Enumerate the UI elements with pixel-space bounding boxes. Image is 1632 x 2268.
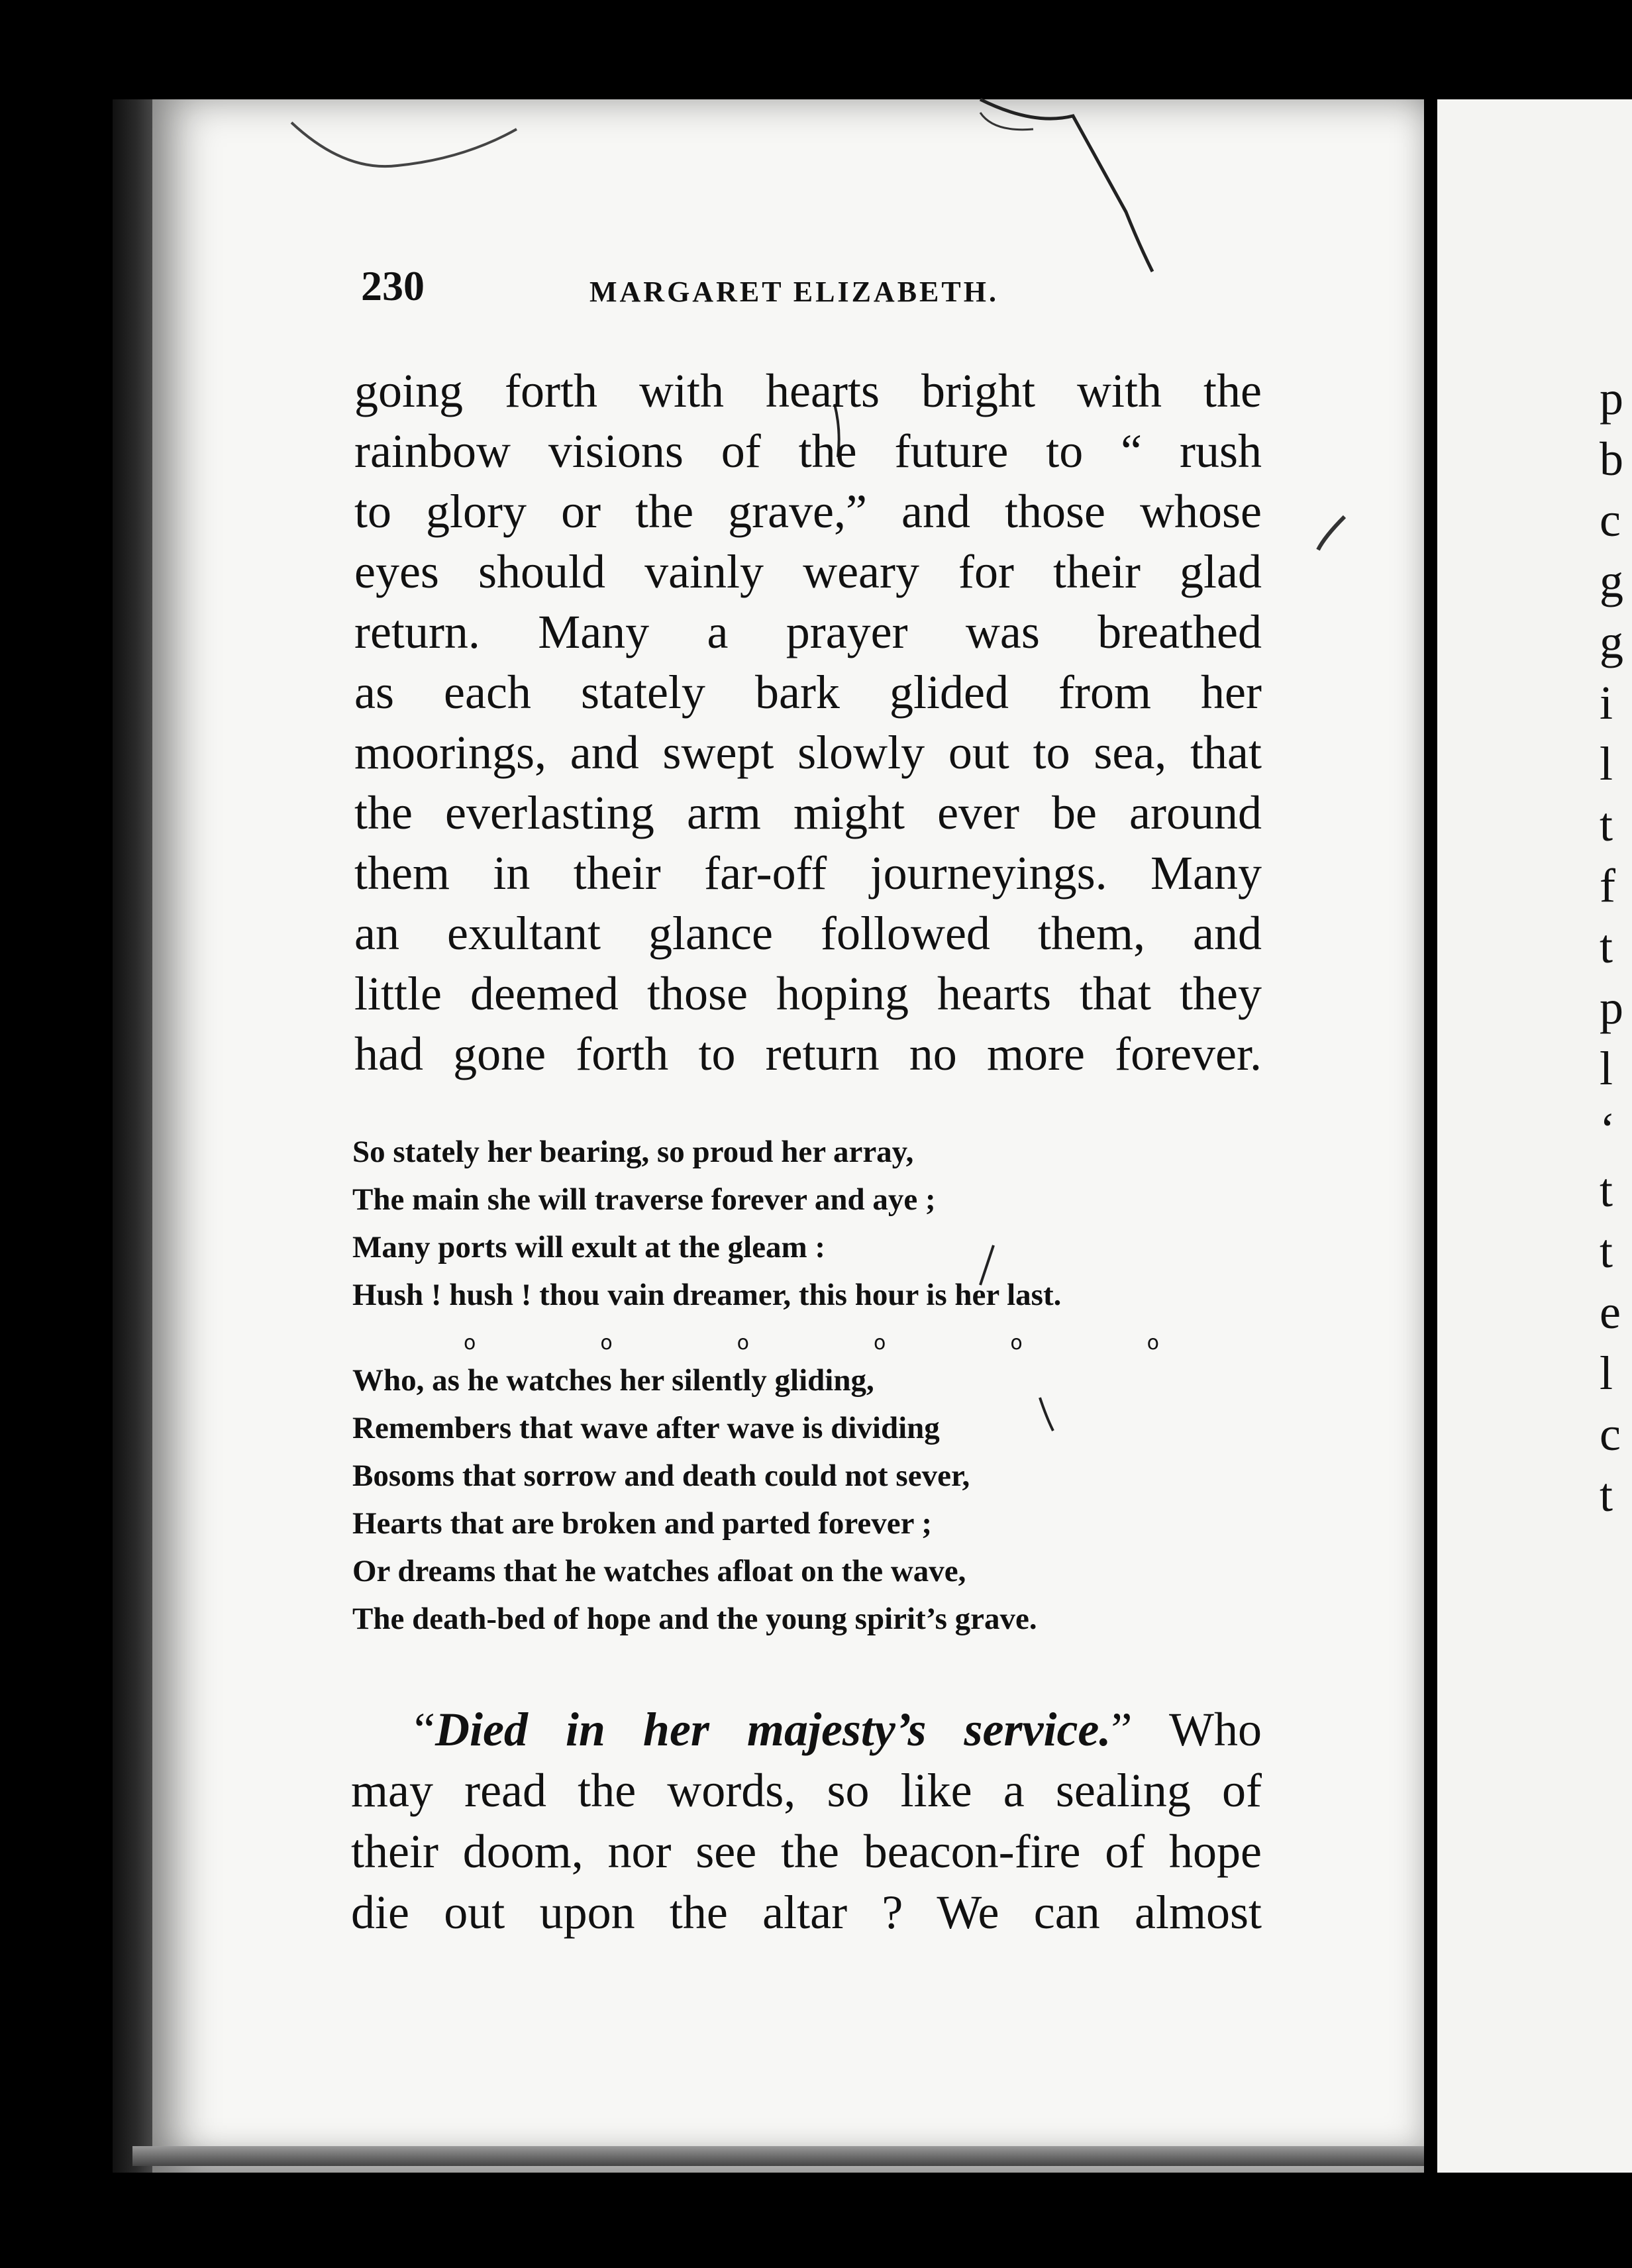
verse-line: Many ports will exult at the gleam :	[352, 1230, 826, 1264]
verse-line: So stately her bearing, so proud her array,	[352, 1135, 914, 1169]
verse-line: Hearts that are broken and parted forever ;	[352, 1506, 933, 1541]
fragment: ‘	[1600, 1103, 1615, 1156]
fragment: g	[1600, 615, 1623, 668]
fragment: t	[1600, 798, 1613, 851]
fragment: g	[1600, 554, 1623, 607]
fragment: t	[1600, 1469, 1613, 1521]
text-line: them in their far-off journeyings. Many	[354, 847, 1262, 900]
text-line: may read the words, so like a sealing of	[351, 1764, 1262, 1817]
text-line: moorings, and swept slowly out to sea, that	[354, 726, 1262, 779]
separator-mark: o	[1147, 1331, 1159, 1355]
fragment: t	[1600, 1164, 1613, 1217]
fragment: c	[1600, 1408, 1621, 1461]
fragment: t	[1600, 1225, 1613, 1278]
verse-line: The death-bed of hope and the young spirit’s grave.	[352, 1602, 1037, 1636]
verse-line: Or dreams that he watches afloat on the wave,	[352, 1554, 966, 1588]
verse-line: Bosoms that sorrow and death could not sever,	[352, 1459, 970, 1493]
fragment: f	[1600, 859, 1615, 912]
verse-line: Remembers that wave after wave is dividing	[352, 1411, 940, 1445]
fragment: c	[1600, 493, 1621, 546]
text-line: die out upon the altar ? We can almost	[351, 1886, 1262, 1939]
text-line: the everlasting arm might ever be around	[354, 786, 1262, 839]
fragment: p	[1600, 981, 1623, 1034]
text-line: their doom, nor see the beacon-fire of hope	[351, 1825, 1262, 1878]
separator-mark: o	[737, 1331, 750, 1355]
separator-mark: o	[873, 1331, 886, 1355]
text-line	[351, 1699, 1262, 1760]
line-remainder: Who	[1132, 1703, 1262, 1756]
verse-stanza-2	[352, 1357, 1280, 1643]
fragment: b	[1600, 433, 1623, 486]
fragment: l	[1600, 737, 1613, 790]
text-line: an exultant glance followed them, and	[354, 907, 1262, 960]
verse-line: The main she will traverse forever and aye ;	[352, 1182, 936, 1217]
text-line: rainbow visions of the future to “ rush	[354, 425, 1262, 478]
page-number: 230	[361, 262, 425, 309]
running-head: MARGARET ELIZABETH.	[589, 276, 999, 308]
text-line: going forth with hearts bright with the	[354, 364, 1262, 417]
text-line: little deemed those hoping hearts that they	[354, 967, 1262, 1020]
fragment: t	[1600, 920, 1613, 973]
text-line: return. Many a prayer was breathed	[354, 605, 1262, 658]
text-line: had gone forth to return no more forever.	[354, 1027, 1262, 1080]
separator-mark: o	[1010, 1331, 1023, 1355]
verse-line: Who, as he watches her silently gliding,	[352, 1363, 874, 1398]
page-header	[361, 262, 1288, 321]
separator-mark: o	[464, 1331, 476, 1355]
separator-mark: o	[600, 1331, 613, 1355]
text-line: eyes should vainly weary for their glad	[354, 545, 1262, 598]
fragment: e	[1600, 1286, 1621, 1339]
quote-close: ”	[1111, 1703, 1133, 1756]
paragraph-1	[354, 361, 1262, 1084]
text-line: to glory or the grave,” and those whose	[354, 485, 1262, 538]
fragment: l	[1600, 1042, 1613, 1095]
quote-open: “	[414, 1703, 435, 1756]
paragraph-2	[351, 1699, 1262, 1943]
italic-quote: Died in her majesty’s service.	[434, 1703, 1111, 1756]
fragment: i	[1600, 676, 1613, 729]
verse-stanza-1	[352, 1128, 1280, 1319]
verse-line: Hush ! hush ! thou vain dreamer, this hour is her last.	[352, 1278, 1062, 1312]
text-line: as each stately bark glided from her	[354, 666, 1262, 719]
stanza-separator	[464, 1331, 1159, 1355]
facing-page-text	[1600, 368, 1632, 1525]
fragment: l	[1600, 1347, 1613, 1400]
fragment: p	[1600, 372, 1623, 425]
